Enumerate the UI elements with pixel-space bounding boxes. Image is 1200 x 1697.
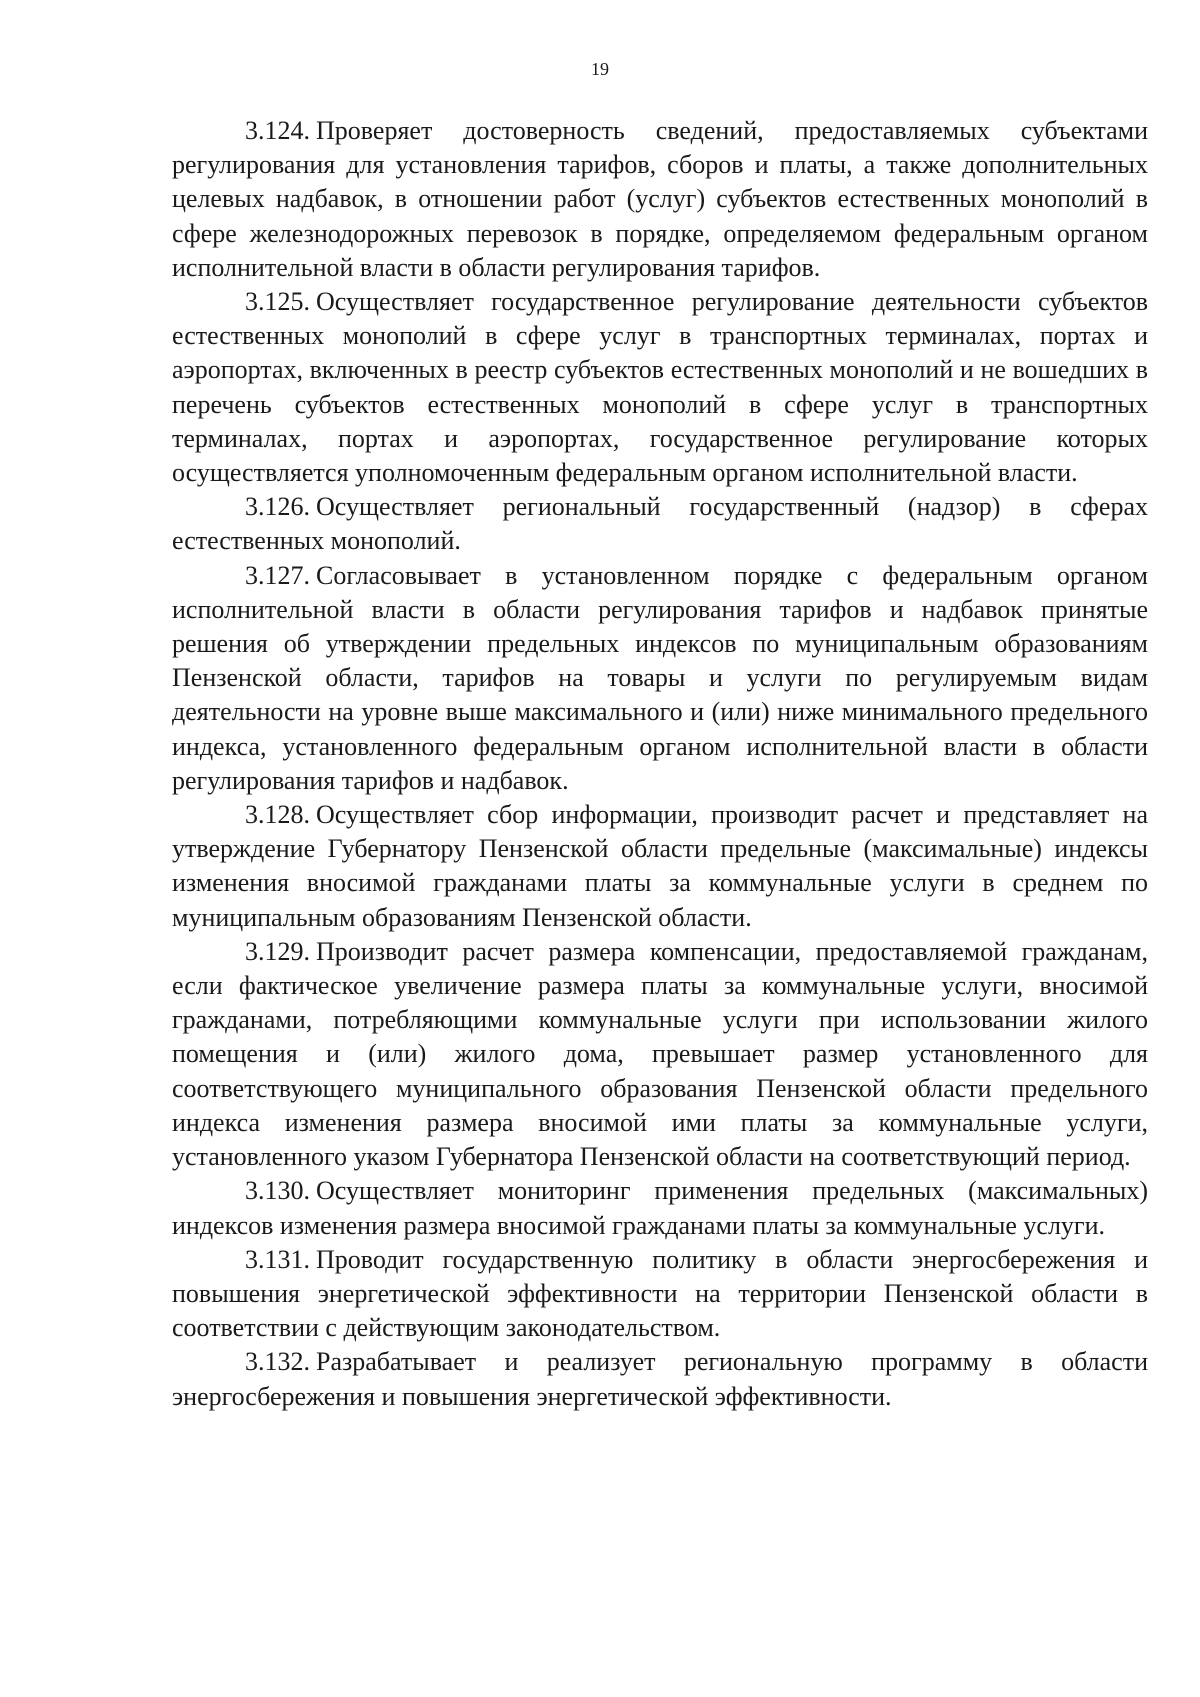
paragraph-3-132 xyxy=(172,1345,1148,1413)
clause-text: Согласовывает в установленном порядке с федеральным органом исполнительной власти в области регулирования тарифов и надбавок принятые решения об утверждении предельных индексов по муниципальным образованиям Пензенской области, тарифов на товары и услуги по регулируемым видам деятельности на уровне выше максимального и (или) ниже минимального предельного индекса, установленного федеральным органом исполнительной власти в области регулирования тарифов и надбавок. xyxy=(172,560,1148,795)
clause-text: Производит расчет размера компенсации, предоставляемой гражданам, если фактическое увеличение размера платы за коммунальные услуги, вносимой гражданами, потребляющими коммунальные услуги при использовании жилого помещения и (или) жилого дома, превышает размер установленного для соответствующего муниципального образования Пензенской области предельного индекса изменения размера вносимой ими платы за коммунальные услуги, установленного указом Губернатора Пензенской области на соответствующий период. xyxy=(172,936,1148,1172)
clause-number: 3.125. xyxy=(245,287,310,317)
paragraph-3-130 xyxy=(172,1174,1148,1242)
clause-number: 3.131. xyxy=(245,1244,310,1274)
clause-number: 3.128. xyxy=(245,800,310,830)
paragraph-3-129 xyxy=(172,935,1148,1174)
clause-number: 3.124. xyxy=(245,116,310,145)
page-number: 19 xyxy=(591,59,609,79)
paragraph-3-126 xyxy=(172,490,1148,558)
paragraph-3-127 xyxy=(172,559,1148,798)
clause-text: Проводит государственную политику в области энергосбережения и повышения энергетической эффективности на территории Пензенской области в соответствии с действующим законодательством. xyxy=(172,1244,1148,1343)
clause-text: Разрабатывает и реализует региональную программу в области энергосбережения и повышения энергетической эффективности. xyxy=(172,1347,1148,1411)
clause-text: Осуществляет региональный государственный (надзор) в сферах естественных монополий. xyxy=(172,492,1148,556)
clause-number: 3.129. xyxy=(245,936,310,966)
clause-number: 3.126. xyxy=(245,492,310,522)
document-body xyxy=(172,114,1148,1414)
paragraph-3-128 xyxy=(172,798,1148,935)
clause-text: Осуществляет сбор информации, производит расчет и представляет на утверждение Губернатору Пензенской области предельные (максимальные) индексы изменения вносимой гражданами платы за коммунальные услуги в среднем по муниципальным образованиям Пензенской области. xyxy=(172,800,1148,932)
clause-text: Осуществляет государственное регулирование деятельности субъектов естественных монополий в сфере услуг в транспортных терминалах, портах и аэропортах, включенных в реестр субъектов естественных монополий и не вошедших в перечень субъектов естественных монополий в сфере услуг в транспортных терминалах, портах и аэропортах, государственное регулирование которых осуществляется уполномоченным федеральным органом исполнительной власти. xyxy=(172,287,1148,488)
clause-text: Проверяет достоверность сведений, предоставляемых субъектами регулирования для установления тарифов, сборов и платы, а также дополнительных целевых надбавок, в отношении работ (услуг) субъектов естественных монополий в сфере железнодорожных перевозок в порядке, определяемом федеральным органом исполнительной власти в области регулирования тарифов. xyxy=(172,116,1148,282)
paragraph-3-124 xyxy=(172,114,1148,285)
clause-text: Осуществляет мониторинг применения предельных (максимальных) индексов изменения размера вносимой гражданами платы за коммунальные услуги. xyxy=(172,1176,1148,1240)
clause-number: 3.132. xyxy=(245,1347,310,1377)
clause-number: 3.127. xyxy=(245,560,310,590)
paragraph-3-125 xyxy=(172,285,1148,490)
clause-number: 3.130. xyxy=(245,1176,310,1206)
paragraph-3-131 xyxy=(172,1243,1148,1346)
